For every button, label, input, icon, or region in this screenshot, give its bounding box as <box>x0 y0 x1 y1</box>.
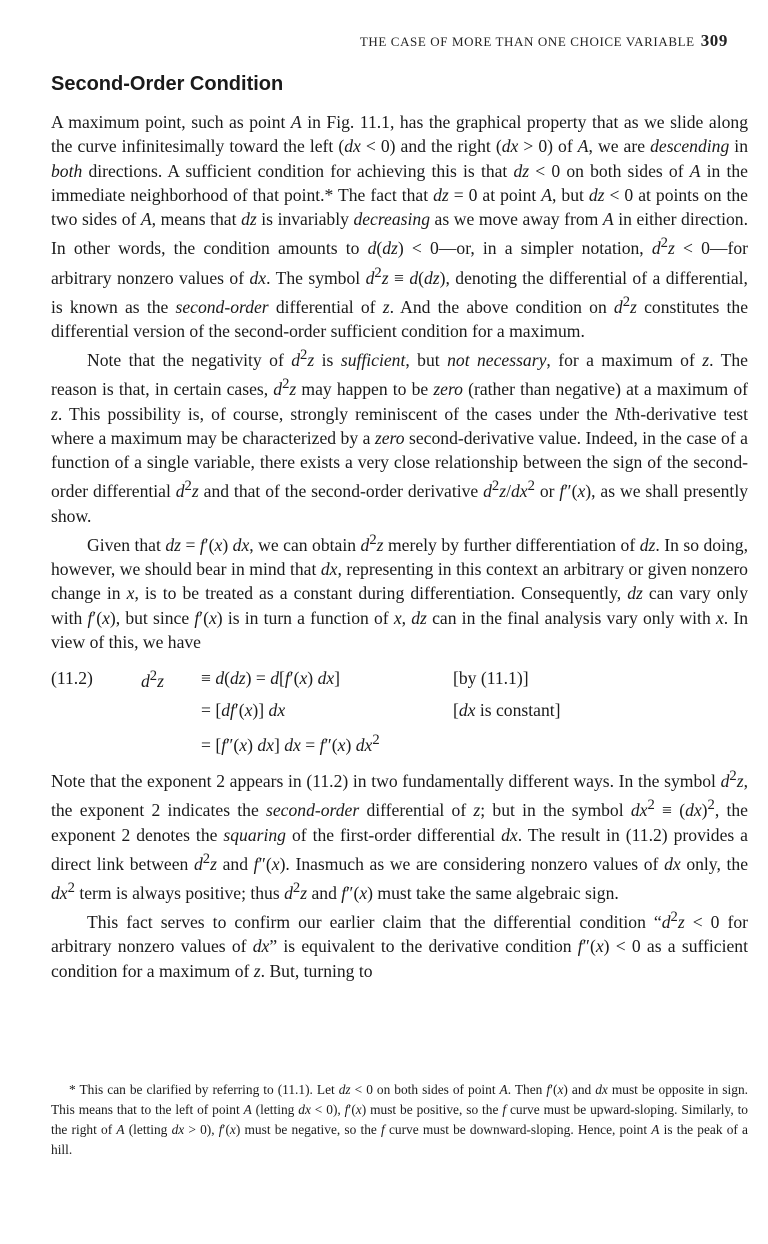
running-title: THE CASE OF MORE THAN ONE CHOICE VARIABLE <box>359 34 695 49</box>
paragraph: Note that the negativity of $d^2z$ is sufficient, but not necessary, for a maximum of z. The reason is that, in certain cases, $d^2z$ may happen to be zero (rather than negative) at a maximum of z. This possibility is, of course, strongly reminiscent of the cases under the Nth-derivative test where a maximum may be characterized by a zero second-derivative value. Indeed, in the case of a function of a single variable, there exists a very close relationship between the sign of the second-order differential $d^2z$ and that of the second-order derivative $d^2z/dx^2$ or f″(x), as we shall presently show. <box>51 347 749 526</box>
equation-rhs: ≡ d(dz) = d[f′(x) dx] <box>201 668 341 689</box>
equation-row <box>51 726 748 758</box>
running-head <box>360 31 728 51</box>
footnote: * This can be clarified by referring to (11.1). Let dz < 0 on both sides of point A. Then f′(x) and dx must be opposite in sign. This means that to the left of point A (letting dx < 0), f′(x) must be positive, so the f curve must be upward-sloping. Similarly, to the right of A (letting dx > 0), f′(x) must be negative, so the f curve must be downward-sloping. Hence, point A is the peak of a hill. <box>51 1082 748 1157</box>
paragraph: This fact serves to confirm our earlier claim that the differential condition “$d^2z < 0$ for arbitrary nonzero values of dx” is equivalent to the derivative condition f″(x) < 0 as a sufficient condition for a maximum of z. But, turning to <box>51 909 748 981</box>
equation-row <box>51 662 748 694</box>
equation-note: [by (11.1)] <box>453 668 529 689</box>
equation-lhs: $d^2z$ <box>141 667 164 691</box>
section-title: Second-Order Condition <box>51 73 284 95</box>
paragraph: Note that the exponent 2 appears in (11.2) in two fundamentally different ways. In the symbol $d^2z$, the exponent 2 indicates the second-order differential of z; but in the symbol $dx^2 \equiv (dx)^2$, the exponent 2 denotes the squaring of the first-order differential dx. The result in (11.2) provides a direct link between $d^2z$ and f″(x). Inasmuch as we are considering nonzero values of dx only, the $dx^2$ term is always positive; thus $d^2z$ and f″(x) must take the same algebraic sign. <box>51 768 748 903</box>
page-number: 309 <box>700 31 728 50</box>
equation-number: (11.2) <box>51 668 93 689</box>
equation-11-2 <box>51 662 748 758</box>
equation-rhs: = [f″(x) dx] dx = f″(x) $dx^2$ <box>201 731 380 755</box>
equation-rhs: = [df′(x)] dx <box>201 700 286 721</box>
equation-note: [dx is constant] <box>453 700 561 721</box>
paragraph: A maximum point, such as point A in Fig. 11.1, has the graphical property that as we slide along the curve infinitesimally toward the left (dx < 0) and the right (dx > 0) of A, we are descending in both directions. A sufficient condition for achieving this is that dz < 0 on both sides of A in the immediate neighborhood of that point.* The fact that dz = 0 at point A, but dz < 0 at points on the two sides of A, means that dz is invariably decreasing as we move away from A in either direction. In other words, the condition amounts to d(dz) < 0—or, in a simpler notation, $d^2z$ < 0—for arbitrary nonzero values of dx. The symbol $d^2z \equiv d(dz)$, denoting the differential of a differential, is known as the second-order differential of z. And the above condition on $d^2z$ constitutes the differential version of the second-order sufficient condition for a maximum. <box>51 112 749 341</box>
body-text <box>51 110 748 983</box>
equation-row <box>51 694 748 726</box>
paragraph: Given that dz = f′(x) dx, we can obtain $d^2z$ merely by further differentiation of dz. In so doing, however, we should bear in mind that dx, representing in this context an arbitrary or given nonzero change in x, is to be treated as a constant during differentiation. Consequently, dz can vary only with f′(x), but since f′(x) is in turn a function of x, dz can in the final analysis vary only with x. In view of this, we have <box>51 531 749 652</box>
